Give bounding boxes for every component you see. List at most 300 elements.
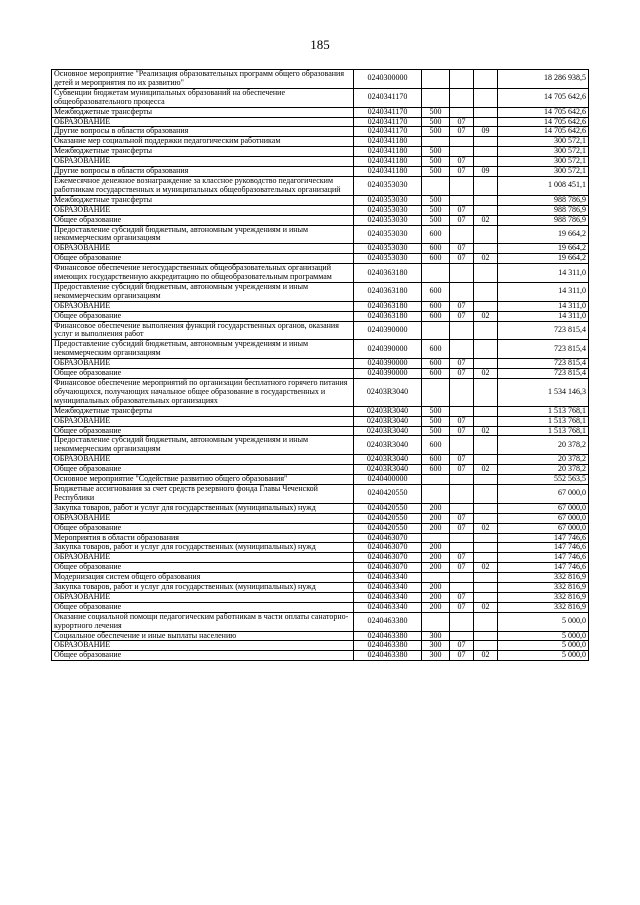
amount-cell: 5 000,0 (498, 612, 589, 631)
expense-type-cell: 200 (422, 503, 450, 513)
amount-cell: 723 815,4 (498, 321, 589, 340)
table-row (52, 157, 589, 167)
target-code-cell: 0240363180 (354, 264, 422, 283)
target-code-cell: 0240463340 (354, 602, 422, 612)
table-row (52, 137, 589, 147)
amount-cell: 723 815,4 (498, 340, 589, 359)
section-cell: 07 (450, 127, 474, 137)
expense-type-cell: 500 (422, 127, 450, 137)
section-cell: 07 (450, 301, 474, 311)
target-code-cell: 0240341180 (354, 147, 422, 157)
table-row (52, 583, 589, 593)
target-code-cell: 0240463340 (354, 583, 422, 593)
section-cell: 07 (450, 167, 474, 177)
item-name-cell: Финансовое обеспечение негосударственных общеобразовательных организаций имеющих государственную аккредитацию по общеобразовательным программам (52, 264, 354, 283)
target-code-cell: 0240353030 (354, 254, 422, 264)
amount-cell: 988 786,9 (498, 195, 589, 205)
item-name-cell: Межбюджетные трансферты (52, 107, 354, 117)
subsection-cell: 02 (474, 311, 498, 321)
item-name-cell: Общее образование (52, 426, 354, 436)
item-name-cell: Общее образование (52, 651, 354, 661)
section-cell: 07 (450, 157, 474, 167)
amount-cell: 14 705 642,6 (498, 88, 589, 107)
target-code-cell: 0240390000 (354, 369, 422, 379)
subsection-cell (474, 205, 498, 215)
item-name-cell: Предоставление субсидий бюджетным, автономным учреждениям и иным некоммерческим организациям (52, 340, 354, 359)
table-row (52, 70, 589, 89)
item-name-cell: Основное мероприятие "Содействие развитию общего образования" (52, 475, 354, 485)
subsection-cell: 02 (474, 523, 498, 533)
expense-type-cell (422, 264, 450, 283)
subsection-cell (474, 416, 498, 426)
table-row (52, 641, 589, 651)
subsection-cell (474, 147, 498, 157)
item-name-cell: Финансовое обеспечение выполнения функций государственных органов, оказания услуг и выполнения работ (52, 321, 354, 340)
section-cell: 07 (450, 563, 474, 573)
table-row (52, 563, 589, 573)
subsection-cell (474, 301, 498, 311)
target-code-cell: 02403R3040 (354, 416, 422, 426)
subsection-cell (474, 513, 498, 523)
table-row (52, 205, 589, 215)
section-cell (450, 475, 474, 485)
amount-cell: 14 311,0 (498, 301, 589, 311)
table-row (52, 225, 589, 244)
target-code-cell: 0240353030 (354, 215, 422, 225)
expense-type-cell: 500 (422, 416, 450, 426)
subsection-cell (474, 592, 498, 602)
budget-table-body (52, 70, 589, 661)
amount-cell: 147 746,6 (498, 563, 589, 573)
subsection-cell (474, 641, 498, 651)
expense-type-cell: 600 (422, 282, 450, 301)
subsection-cell: 09 (474, 127, 498, 137)
amount-cell: 14 311,0 (498, 282, 589, 301)
section-cell: 07 (450, 523, 474, 533)
item-name-cell: Общее образование (52, 465, 354, 475)
expense-type-cell: 200 (422, 543, 450, 553)
section-cell (450, 573, 474, 583)
expense-type-cell: 200 (422, 553, 450, 563)
table-row (52, 436, 589, 455)
expense-type-cell: 500 (422, 205, 450, 215)
section-cell (450, 70, 474, 89)
subsection-cell (474, 137, 498, 147)
expense-type-cell: 600 (422, 301, 450, 311)
expense-type-cell: 600 (422, 340, 450, 359)
item-name-cell: Другие вопросы в области образования (52, 127, 354, 137)
section-cell: 07 (450, 602, 474, 612)
section-cell: 07 (450, 455, 474, 465)
amount-cell: 67 000,0 (498, 484, 589, 503)
table-row (52, 465, 589, 475)
subsection-cell: 09 (474, 167, 498, 177)
amount-cell: 147 746,6 (498, 553, 589, 563)
expense-type-cell (422, 533, 450, 543)
subsection-cell (474, 406, 498, 416)
amount-cell: 20 378,2 (498, 465, 589, 475)
subsection-cell (474, 583, 498, 593)
target-code-cell: 0240341180 (354, 167, 422, 177)
section-cell: 07 (450, 416, 474, 426)
table-row (52, 612, 589, 631)
table-row (52, 301, 589, 311)
target-code-cell: 02403R3040 (354, 406, 422, 416)
amount-cell: 20 378,2 (498, 436, 589, 455)
expense-type-cell: 300 (422, 631, 450, 641)
section-cell: 07 (450, 426, 474, 436)
target-code-cell: 0240341180 (354, 157, 422, 167)
target-code-cell: 0240353030 (354, 205, 422, 215)
expense-type-cell (422, 379, 450, 407)
section-cell: 07 (450, 465, 474, 475)
item-name-cell: Межбюджетные трансферты (52, 147, 354, 157)
table-row (52, 573, 589, 583)
target-code-cell: 0240420550 (354, 523, 422, 533)
amount-cell: 67 000,0 (498, 503, 589, 513)
subsection-cell: 02 (474, 602, 498, 612)
section-cell (450, 543, 474, 553)
expense-type-cell: 600 (422, 465, 450, 475)
item-name-cell: Ежемесячное денежное вознаграждение за классное руководство педагогическим работникам государственных и муниципальных общеобразовательных организаций (52, 176, 354, 195)
expense-type-cell (422, 137, 450, 147)
amount-cell: 332 816,9 (498, 602, 589, 612)
target-code-cell: 0240463380 (354, 651, 422, 661)
expense-type-cell: 600 (422, 436, 450, 455)
section-cell: 07 (450, 369, 474, 379)
item-name-cell: Субвенции бюджетам муниципальных образований на обеспечение общеобразовательного процесса (52, 88, 354, 107)
table-row (52, 426, 589, 436)
subsection-cell: 02 (474, 215, 498, 225)
amount-cell: 723 815,4 (498, 369, 589, 379)
target-code-cell: 0240463070 (354, 563, 422, 573)
table-row (52, 117, 589, 127)
expense-type-cell (422, 88, 450, 107)
expense-type-cell: 500 (422, 117, 450, 127)
item-name-cell: Предоставление субсидий бюджетным, автономным учреждениям и иным некоммерческим организациям (52, 282, 354, 301)
table-row (52, 523, 589, 533)
amount-cell: 18 286 938,5 (498, 70, 589, 89)
section-cell: 07 (450, 651, 474, 661)
section-cell: 07 (450, 254, 474, 264)
target-code-cell: 0240463380 (354, 612, 422, 631)
table-row (52, 176, 589, 195)
target-code-cell: 02403R3040 (354, 379, 422, 407)
target-code-cell: 0240390000 (354, 359, 422, 369)
section-cell (450, 225, 474, 244)
table-row (52, 484, 589, 503)
amount-cell: 19 664,2 (498, 244, 589, 254)
expense-type-cell (422, 475, 450, 485)
table-row (52, 254, 589, 264)
subsection-cell (474, 379, 498, 407)
expense-type-cell: 500 (422, 195, 450, 205)
subsection-cell (474, 117, 498, 127)
subsection-cell (474, 157, 498, 167)
item-name-cell: ОБРАЗОВАНИЕ (52, 157, 354, 167)
target-code-cell: 0240463380 (354, 641, 422, 651)
subsection-cell (474, 70, 498, 89)
item-name-cell: Финансовое обеспечение мероприятий по организации бесплатного горячего питания обучающихся, получающих начальное общее образование в государственных и муниципальных образовательных организациях (52, 379, 354, 407)
subsection-cell: 02 (474, 254, 498, 264)
subsection-cell (474, 543, 498, 553)
expense-type-cell: 500 (422, 157, 450, 167)
target-code-cell: 0240353030 (354, 244, 422, 254)
section-cell: 07 (450, 592, 474, 602)
amount-cell: 67 000,0 (498, 523, 589, 533)
expense-type-cell: 200 (422, 583, 450, 593)
subsection-cell (474, 503, 498, 513)
amount-cell: 300 572,1 (498, 167, 589, 177)
subsection-cell (474, 455, 498, 465)
amount-cell: 1 008 451,1 (498, 176, 589, 195)
amount-cell: 67 000,0 (498, 513, 589, 523)
amount-cell: 19 664,2 (498, 225, 589, 244)
expense-type-cell: 600 (422, 244, 450, 254)
target-code-cell: 02403R3040 (354, 436, 422, 455)
amount-cell: 14 705 642,6 (498, 107, 589, 117)
table-row (52, 455, 589, 465)
item-name-cell: Бюджетные ассигнования за счет средств резервного фонда Главы Чеченской Республики (52, 484, 354, 503)
subsection-cell (474, 244, 498, 254)
table-row (52, 359, 589, 369)
expense-type-cell: 500 (422, 147, 450, 157)
subsection-cell (474, 225, 498, 244)
item-name-cell: Общее образование (52, 369, 354, 379)
table-row (52, 379, 589, 407)
amount-cell: 14 705 642,6 (498, 127, 589, 137)
target-code-cell: 0240463070 (354, 543, 422, 553)
table-row (52, 369, 589, 379)
section-cell (450, 137, 474, 147)
item-name-cell: Общее образование (52, 563, 354, 573)
expense-type-cell: 600 (422, 359, 450, 369)
amount-cell: 147 746,6 (498, 533, 589, 543)
expense-type-cell: 500 (422, 107, 450, 117)
section-cell (450, 631, 474, 641)
amount-cell: 988 786,9 (498, 205, 589, 215)
table-row (52, 147, 589, 157)
table-row (52, 651, 589, 661)
target-code-cell: 0240341180 (354, 137, 422, 147)
item-name-cell: Общее образование (52, 254, 354, 264)
subsection-cell: 02 (474, 369, 498, 379)
expense-type-cell: 500 (422, 215, 450, 225)
target-code-cell: 02403R3040 (354, 455, 422, 465)
item-name-cell: Общее образование (52, 215, 354, 225)
expense-type-cell: 200 (422, 513, 450, 523)
subsection-cell (474, 631, 498, 641)
amount-cell: 1 513 768,1 (498, 426, 589, 436)
target-code-cell: 0240420550 (354, 484, 422, 503)
item-name-cell: ОБРАЗОВАНИЕ (52, 455, 354, 465)
item-name-cell: Закупка товаров, работ и услуг для государственных (муниципальных) нужд (52, 583, 354, 593)
amount-cell: 14 311,0 (498, 311, 589, 321)
table-row (52, 215, 589, 225)
item-name-cell: Предоставление субсидий бюджетным, автономным учреждениям и иным некоммерческим организациям (52, 225, 354, 244)
section-cell (450, 147, 474, 157)
target-code-cell: 0240353030 (354, 176, 422, 195)
item-name-cell: Закупка товаров, работ и услуг для государственных (муниципальных) нужд (52, 543, 354, 553)
section-cell (450, 264, 474, 283)
subsection-cell: 02 (474, 465, 498, 475)
subsection-cell (474, 107, 498, 117)
table-row (52, 282, 589, 301)
target-code-cell: 0240341170 (354, 127, 422, 137)
item-name-cell: Общее образование (52, 523, 354, 533)
amount-cell: 14 311,0 (498, 264, 589, 283)
expense-type-cell (422, 321, 450, 340)
expense-type-cell: 200 (422, 592, 450, 602)
item-name-cell: Межбюджетные трансферты (52, 406, 354, 416)
subsection-cell (474, 195, 498, 205)
expense-type-cell: 600 (422, 254, 450, 264)
amount-cell: 300 572,1 (498, 147, 589, 157)
budget-table (51, 69, 589, 661)
table-row (52, 416, 589, 426)
table-row (52, 553, 589, 563)
section-cell (450, 612, 474, 631)
item-name-cell: ОБРАЗОВАНИЕ (52, 359, 354, 369)
subsection-cell (474, 340, 498, 359)
target-code-cell: 0240341170 (354, 107, 422, 117)
section-cell: 07 (450, 513, 474, 523)
expense-type-cell (422, 176, 450, 195)
subsection-cell (474, 321, 498, 340)
item-name-cell: Основное мероприятие "Реализация образовательных программ общего образования детей и мероприятия по их развитию" (52, 70, 354, 89)
table-row (52, 311, 589, 321)
expense-type-cell (422, 70, 450, 89)
table-row (52, 107, 589, 117)
target-code-cell: 0240420550 (354, 513, 422, 523)
item-name-cell: Модернизация систем общего образования (52, 573, 354, 583)
item-name-cell: Другие вопросы в области образования (52, 167, 354, 177)
section-cell: 07 (450, 205, 474, 215)
amount-cell: 723 815,4 (498, 359, 589, 369)
section-cell: 07 (450, 641, 474, 651)
target-code-cell: 0240390000 (354, 340, 422, 359)
subsection-cell: 02 (474, 651, 498, 661)
section-cell (450, 436, 474, 455)
item-name-cell: Общее образование (52, 311, 354, 321)
amount-cell: 147 746,6 (498, 543, 589, 553)
target-code-cell: 02403R3040 (354, 426, 422, 436)
subsection-cell: 02 (474, 563, 498, 573)
section-cell (450, 321, 474, 340)
item-name-cell: Оказание мер социальной поддержки педагогическим работникам (52, 137, 354, 147)
target-code-cell: 0240463070 (354, 553, 422, 563)
target-code-cell: 0240363180 (354, 282, 422, 301)
expense-type-cell: 600 (422, 225, 450, 244)
amount-cell: 14 705 642,6 (498, 117, 589, 127)
subsection-cell (474, 553, 498, 563)
target-code-cell: 0240341170 (354, 117, 422, 127)
table-row (52, 503, 589, 513)
subsection-cell: 02 (474, 426, 498, 436)
page-number: 185 (310, 37, 330, 52)
subsection-cell (474, 264, 498, 283)
subsection-cell (474, 176, 498, 195)
subsection-cell (474, 484, 498, 503)
item-name-cell: ОБРАЗОВАНИЕ (52, 301, 354, 311)
item-name-cell: ОБРАЗОВАНИЕ (52, 592, 354, 602)
amount-cell: 552 563,5 (498, 475, 589, 485)
section-cell (450, 406, 474, 416)
amount-cell: 5 000,0 (498, 641, 589, 651)
subsection-cell (474, 533, 498, 543)
target-code-cell: 0240420550 (354, 503, 422, 513)
target-code-cell: 0240363180 (354, 311, 422, 321)
section-cell (450, 583, 474, 593)
table-row (52, 195, 589, 205)
table-row (52, 631, 589, 641)
target-code-cell: 02403R3040 (354, 465, 422, 475)
section-cell (450, 282, 474, 301)
item-name-cell: ОБРАЗОВАНИЕ (52, 205, 354, 215)
amount-cell: 300 572,1 (498, 137, 589, 147)
table-row (52, 167, 589, 177)
subsection-cell (474, 436, 498, 455)
section-cell: 07 (450, 117, 474, 127)
subsection-cell (474, 612, 498, 631)
item-name-cell: ОБРАЗОВАНИЕ (52, 244, 354, 254)
section-cell (450, 533, 474, 543)
table-row (52, 340, 589, 359)
expense-type-cell (422, 612, 450, 631)
amount-cell: 1 513 768,1 (498, 406, 589, 416)
expense-type-cell (422, 484, 450, 503)
target-code-cell: 0240463340 (354, 592, 422, 602)
amount-cell: 19 664,2 (498, 254, 589, 264)
amount-cell: 20 378,2 (498, 455, 589, 465)
section-cell: 07 (450, 359, 474, 369)
subsection-cell (474, 282, 498, 301)
table-row (52, 475, 589, 485)
section-cell (450, 176, 474, 195)
table-row (52, 602, 589, 612)
amount-cell: 5 000,0 (498, 631, 589, 641)
amount-cell: 300 572,1 (498, 157, 589, 167)
section-cell: 07 (450, 244, 474, 254)
amount-cell: 1 534 146,3 (498, 379, 589, 407)
expense-type-cell: 300 (422, 651, 450, 661)
section-cell (450, 107, 474, 117)
expense-type-cell: 500 (422, 406, 450, 416)
item-name-cell: Предоставление субсидий бюджетным, автономным учреждениям и иным некоммерческим организациям (52, 436, 354, 455)
target-code-cell: 0240353030 (354, 225, 422, 244)
table-row (52, 127, 589, 137)
section-cell (450, 340, 474, 359)
item-name-cell: ОБРАЗОВАНИЕ (52, 641, 354, 651)
section-cell: 07 (450, 553, 474, 563)
amount-cell: 332 816,9 (498, 573, 589, 583)
section-cell: 07 (450, 311, 474, 321)
item-name-cell: ОБРАЗОВАНИЕ (52, 117, 354, 127)
subsection-cell (474, 88, 498, 107)
section-cell (450, 195, 474, 205)
item-name-cell: ОБРАЗОВАНИЕ (52, 553, 354, 563)
table-row (52, 264, 589, 283)
expense-type-cell: 300 (422, 641, 450, 651)
expense-type-cell: 200 (422, 602, 450, 612)
expense-type-cell: 600 (422, 369, 450, 379)
expense-type-cell: 500 (422, 426, 450, 436)
expense-type-cell: 500 (422, 167, 450, 177)
subsection-cell (474, 359, 498, 369)
target-code-cell: 0240390000 (354, 321, 422, 340)
amount-cell: 332 816,9 (498, 583, 589, 593)
item-name-cell: ОБРАЗОВАНИЕ (52, 513, 354, 523)
